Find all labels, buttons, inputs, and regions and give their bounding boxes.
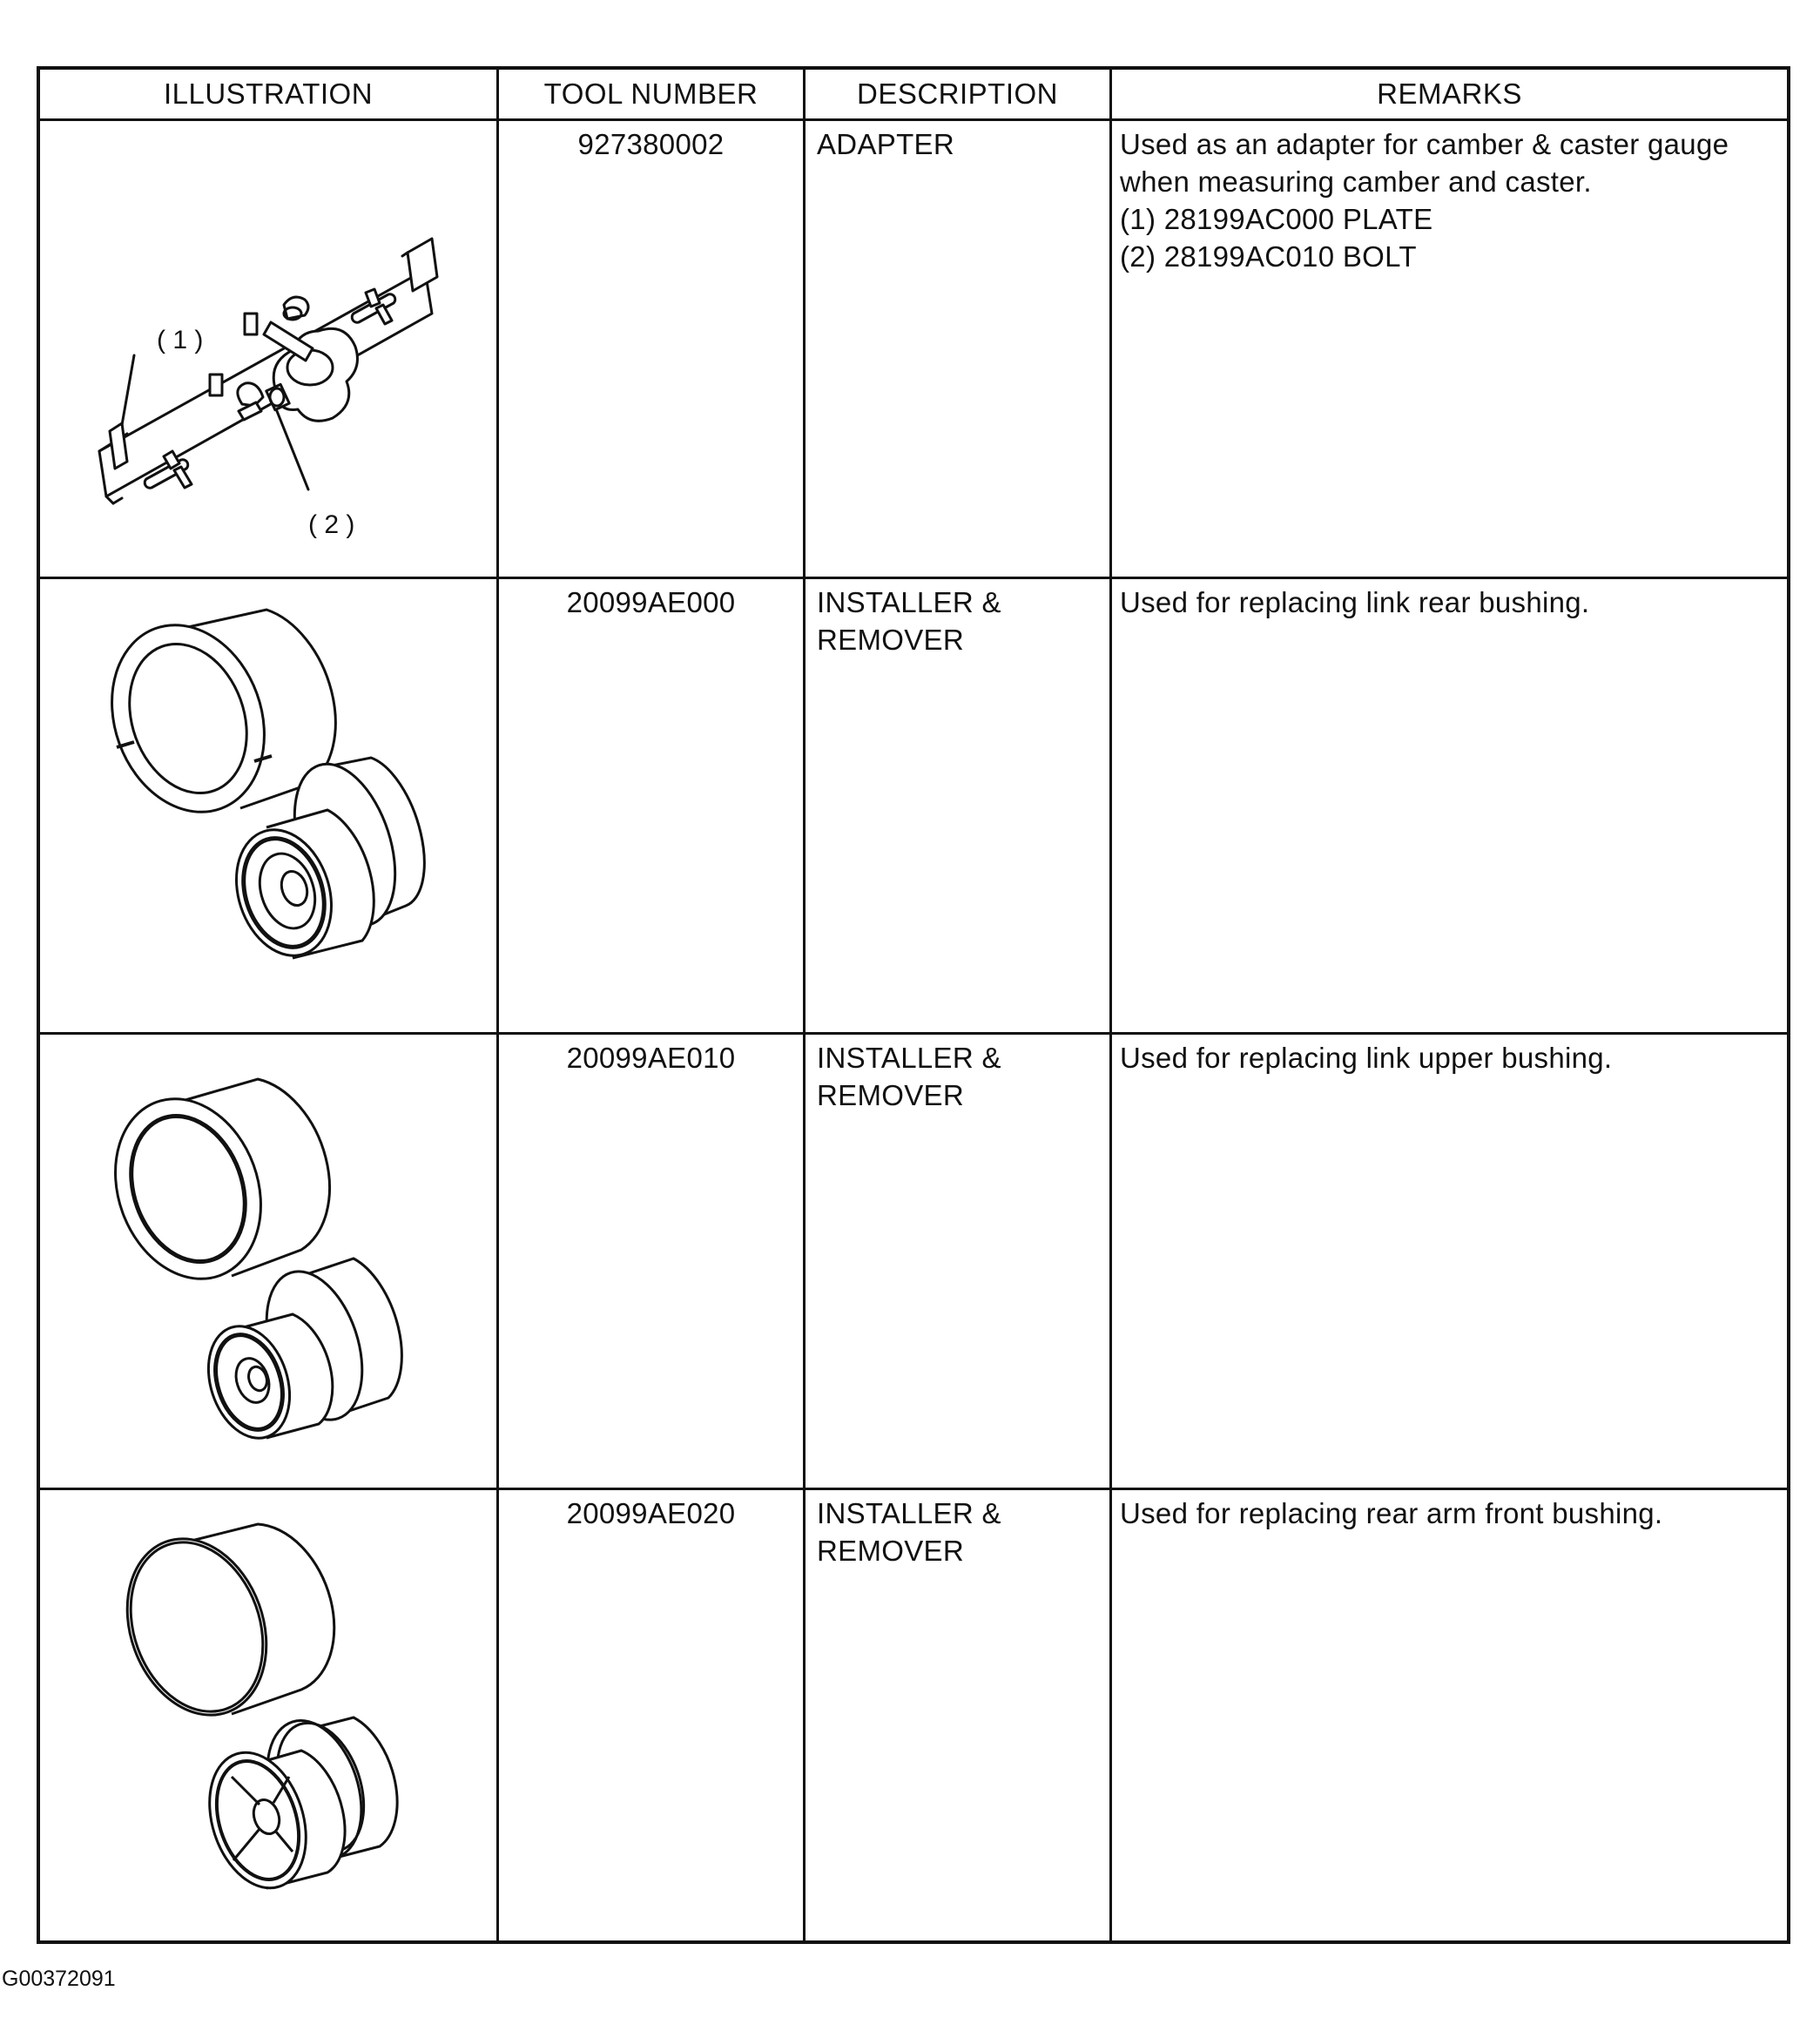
illustration-cell [92,1515,493,1916]
column-divider [1109,70,1112,1940]
bushing-installer-remover-icon [92,1515,493,1916]
remarks-line: (1) 28199AC000 PLATE [1120,203,1433,235]
tool-remarks [1120,1039,1612,1076]
camber-caster-adapter-icon [84,183,467,549]
figure-code: G00372091 [2,1967,116,1991]
callout-2: ( 2 ) [308,510,355,539]
header-tool-number: TOOL NUMBER [543,78,758,110]
row-divider [40,1488,1787,1490]
description-line: REMOVER [817,624,964,656]
remarks-line: (2) 28199AC010 BOLT [1120,240,1417,273]
tool-description [817,125,954,163]
row-divider [40,1032,1787,1035]
description-line: INSTALLER & [817,586,1001,618]
tool-number: 20099AE000 [566,586,736,618]
tool-remarks [1120,125,1729,275]
column-divider [803,70,806,1940]
tool-remarks [1120,1495,1662,1532]
row-divider [40,577,1787,579]
callout-1: ( 1 ) [157,326,204,354]
bushing-installer-remover-icon [92,1058,493,1459]
description-line: REMOVER [817,1079,964,1111]
remarks-line: Used as an adapter for camber & caster gauge [1120,128,1729,160]
remarks-line: when measuring camber and caster. [1120,165,1592,198]
illustration-cell [84,183,467,549]
header-illustration: ILLUSTRATION [163,78,374,110]
row-divider [40,118,1787,121]
column-divider [496,70,499,1940]
illustration-cell [92,601,493,1002]
tool-remarks [1120,584,1589,621]
tool-description [817,1039,1001,1114]
tool-number: 927380002 [577,128,725,160]
header-description: DESCRIPTION [856,78,1059,110]
description-line: REMOVER [817,1535,964,1567]
tool-description [817,1495,1001,1569]
header-remarks: REMARKS [1377,78,1522,110]
tool-number: 20099AE020 [566,1497,736,1529]
description-line: INSTALLER & [817,1497,1001,1529]
tool-number: 20099AE010 [566,1042,736,1074]
illustration-cell [92,1058,493,1459]
remarks-line: Used for replacing link rear bushing. [1120,586,1590,618]
special-tools-table [37,66,1790,1944]
tool-description [817,584,1001,658]
remarks-line: Used for replacing rear arm front bushing. [1120,1497,1663,1529]
description-line: INSTALLER & [817,1042,1001,1074]
description-line: ADAPTER [817,128,954,160]
bushing-installer-remover-icon [92,601,493,1002]
remarks-line: Used for replacing link upper bushing. [1120,1042,1613,1074]
